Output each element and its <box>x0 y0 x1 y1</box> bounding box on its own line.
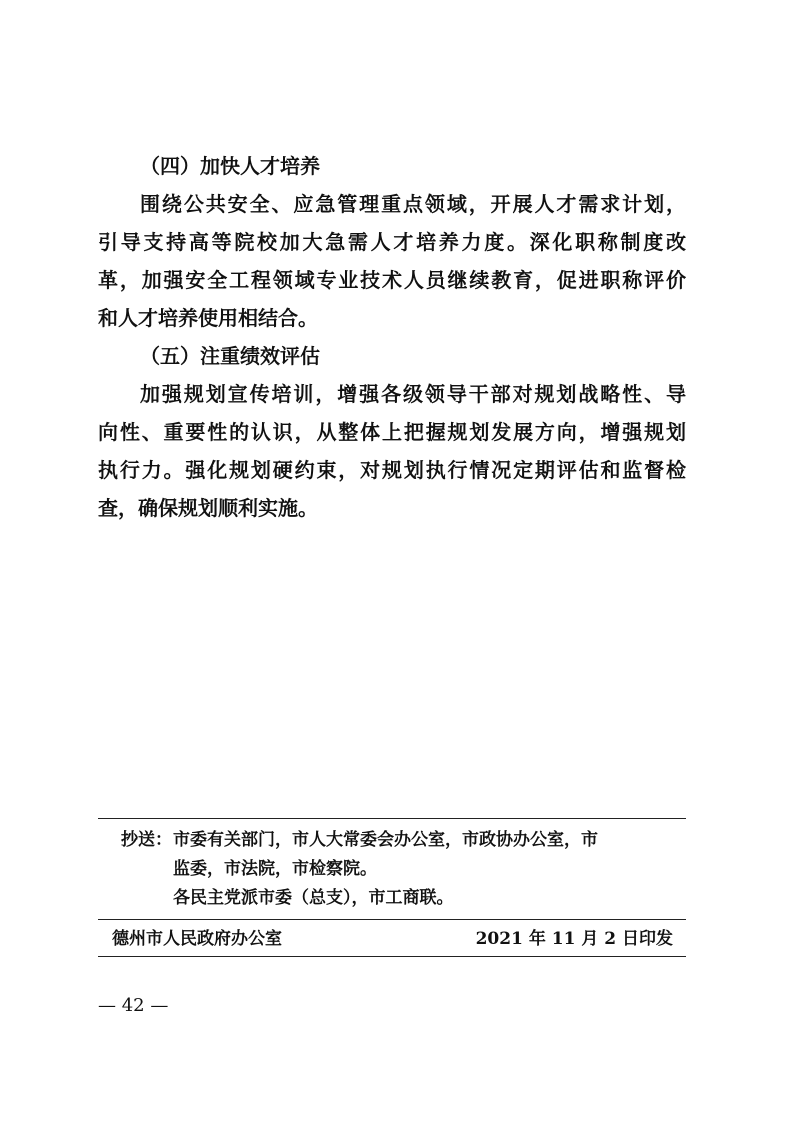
section-heading: （五）注重绩效评估 <box>140 344 320 368</box>
cc-label: 抄送： <box>121 830 172 850</box>
section-heading: （四）加快人才培养 <box>140 154 320 178</box>
issuing-office: 德州市人民政府办公室 <box>112 929 282 949</box>
page-number: — 42 — <box>98 995 169 1016</box>
top-divider <box>98 818 686 819</box>
cc-recipients-line: 各民主党派市委（总支），市工商联。 <box>173 888 454 908</box>
paragraph-line: 革，加强安全工程领域专业技术人员继续教育，促进职称评价 <box>98 268 686 292</box>
paragraph-line: 引导支持高等院校加大急需人才培养力度。深化职称制度改 <box>98 230 686 254</box>
issue-date: 2021 年 11 月 2 日印发 <box>475 929 673 949</box>
paragraph-line: 加强规划宣传培训，增强各级领导干部对规划战略性、导 <box>140 382 686 406</box>
paragraph-line: 围绕公共安全、应急管理重点领域，开展人才需求计划， <box>140 192 686 216</box>
paragraph-line: 查，确保规划顺利实施。 <box>98 496 318 520</box>
cc-recipients-line: 监委，市法院，市检察院。 <box>173 859 377 879</box>
paragraph-line: 向性、重要性的认识，从整体上把握规划发展方向，增强规划 <box>98 420 686 444</box>
middle-divider <box>98 919 686 920</box>
paragraph-line: 执行力。强化规划硬约束，对规划执行情况定期评估和监督检 <box>98 458 686 482</box>
paragraph-line: 和人才培养使用相结合。 <box>98 306 318 330</box>
cc-recipients-line: 市委有关部门，市人大常委会办公室，市政协办公室，市 <box>173 830 598 850</box>
bottom-divider <box>98 956 686 957</box>
